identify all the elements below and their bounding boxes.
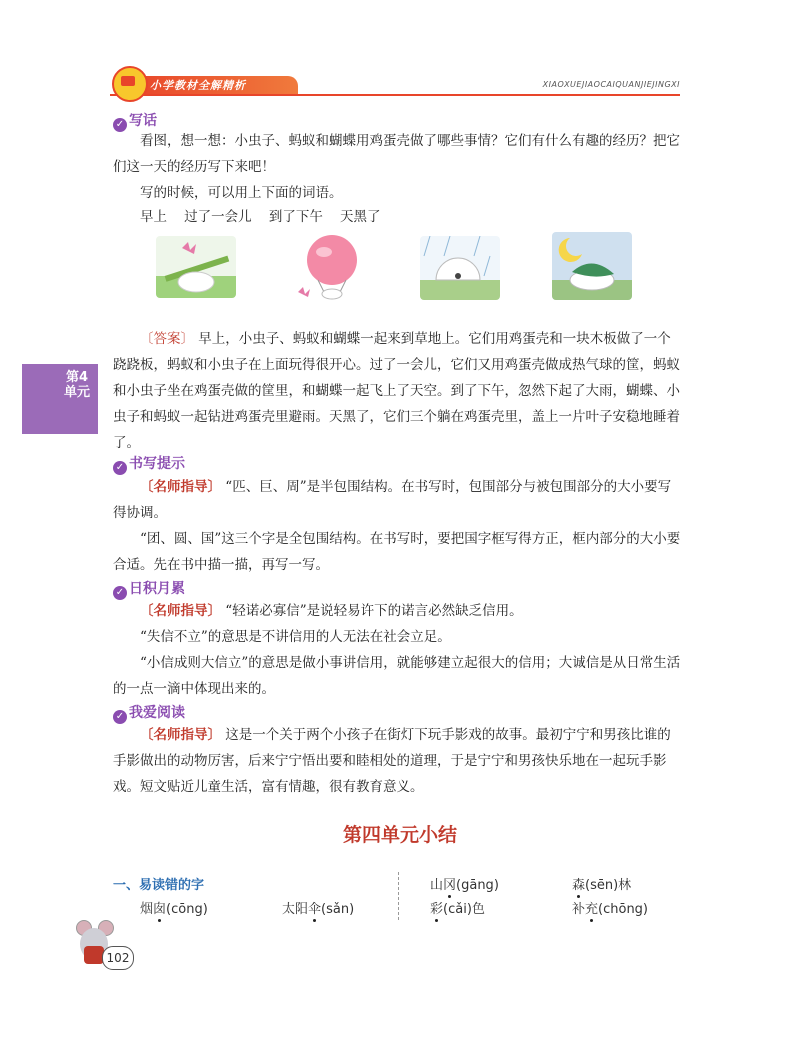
pinyin-word: 补充(chōng) <box>572 902 649 917</box>
teacher-guide-tag: 〔名师指导〕 <box>140 479 221 495</box>
word-item: 天黑了 <box>340 209 381 225</box>
xiehua-hint: 写的时候，可以用上下面的词语。 <box>140 185 343 201</box>
rijiyuelei-para-3: “小信成则大信立”的意思是做小事讲信用，就能够建立起很大的信用；大诚信是从日常生活的一点一滴中体现出来的。 <box>113 655 681 697</box>
page-number: 102 <box>102 946 134 970</box>
word-item: 过了一会儿 <box>184 209 252 225</box>
xiehua-word-list <box>140 204 540 230</box>
pinyin-word: 山冈(gāng) <box>430 878 499 893</box>
unit-side-tab-label: 第4单元 <box>63 370 90 400</box>
answer-tag: 〔答案〕 <box>140 331 194 347</box>
shuxie-para-1: 〔名师指导〕 “匹、巨、周”是半包围结构。在书写时，包围部分与被包围部分的大小要写得协调。 <box>113 479 672 521</box>
logo-bus-icon <box>121 76 135 86</box>
shuxie-para-2: “团、圆、国”这三个字是全包围结构。在书写时，要把国字框写得方正，框内部分的大小要合适。先在书中描一描，再写一写。 <box>113 531 681 573</box>
section-heading-shuxie: ✓ 书写提示 <box>113 453 185 475</box>
header-line <box>110 94 680 96</box>
pinyin-word: 太阳伞(sǎn) <box>282 902 355 917</box>
header-title: 小学教材全解精析 <box>150 79 246 92</box>
balloon-image <box>288 232 368 302</box>
check-icon: ✓ <box>113 118 127 132</box>
teacher-guide-tag: 〔名师指导〕 <box>140 603 221 619</box>
section-heading-rijiyuelei: ✓ 日积月累 <box>113 578 185 600</box>
pinyin-word: 森(sēn)林 <box>572 878 632 893</box>
pinyin-word: 烟囱(cōng) <box>140 902 208 917</box>
check-icon: ✓ <box>113 461 127 475</box>
teacher-guide-tag: 〔名师指导〕 <box>140 727 221 743</box>
rijiyuelei-para-1: 〔名师指导〕 “轻诺必寡信”是说轻易许下的诺言必然缺乏信用。 <box>140 603 523 619</box>
xiehua-prompt: 看图，想一想：小虫子、蚂蚁和蝴蝶用鸡蛋壳做了哪些事情？它们有什么有趣的经历？把它们这一天的经历写下来吧！ <box>113 133 680 175</box>
xiehua-answer <box>113 326 683 456</box>
word-item: 早上 <box>140 209 167 225</box>
check-icon: ✓ <box>113 586 127 600</box>
rain-shelter-image <box>420 236 500 300</box>
section-heading-xiehua: ✓ 写话 <box>113 110 157 132</box>
mascot-shirt-icon <box>84 946 104 964</box>
answer-text: 早上，小虫子、蚂蚁和蝴蝶一起来到草地上。它们用鸡蛋壳和一块木板做了一个跷跷板，蚂蚁和小虫子在上面玩得很开心。过了一会儿，它们又用鸡蛋壳做成热气球的筐，蚂蚁和小虫子坐在鸡蛋壳做的筐里，和蝴蝶一起飞上了天空。到了下午，忽然下起了大雨，蝴蝶、小虫子和蚂蚁一起钻进鸡蛋壳里避雨。天黑了，它们三个躺在鸡蛋壳里，盖上一片叶子安稳地睡着了。 <box>113 331 680 451</box>
column-divider <box>398 872 400 920</box>
check-icon: ✓ <box>113 710 127 724</box>
pinyin-word: 彩(cǎi)色 <box>430 902 485 917</box>
butterfly-seesaw-image <box>156 236 236 298</box>
woaiyuedu-para: 〔名师指导〕 这是一个关于两个小孩子在街灯下玩手影戏的故事。最初宁宁和男孩比谁的手影做出的动物厉害，后来宁宁悟出要和睦相处的道理，于是宁宁和男孩快乐地在一起玩手影戏。短文贴近儿童生活，富有情趣，很有教育意义。 <box>113 727 671 795</box>
unit-summary-title: 第四单元小结 <box>342 824 457 846</box>
word-item: 到了下午 <box>268 209 323 225</box>
unit-summary-subheading: 一、易读错的字 <box>113 878 205 893</box>
night-sleep-image <box>552 232 632 300</box>
header-pinyin: XIAOXUEJIAOCAIQUANJIEJINGXI <box>542 80 680 89</box>
rijiyuelei-para-2: “失信不立”的意思是不讲信用的人无法在社会立足。 <box>140 629 451 645</box>
section-heading-woaiyuedu: ✓ 我爱阅读 <box>113 702 185 724</box>
